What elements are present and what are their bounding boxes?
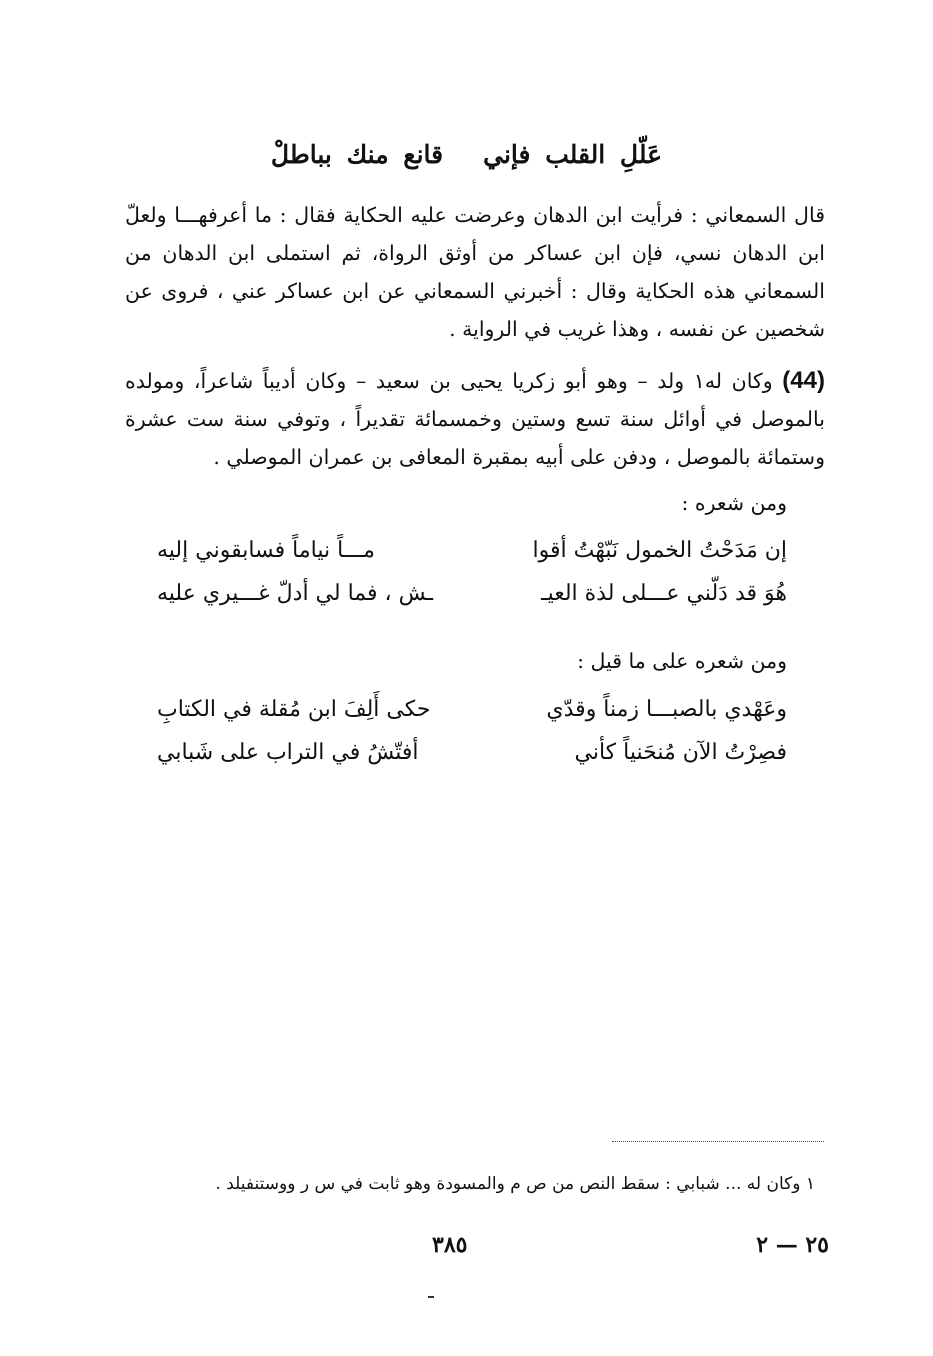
hemistich-second: مـــاً نياماً فسابقوني إليه (157, 538, 375, 563)
poem-2-line-2 (157, 740, 787, 765)
verse-heading (0, 140, 933, 169)
hemistich-first: إن مَدَحْتُ الخمول نَبّهْتُ أقوا (532, 538, 787, 563)
hemistich-second: حكى أَلِفَ ابن مُقلة في الكتابِ (157, 697, 431, 722)
verse-heading-hemistich-1: عَلّلِ القلب فإني (483, 140, 663, 169)
print-speck (428, 1296, 434, 1298)
hemistich-first: هُوَ قد دَلّني عـــلى لذة العيـ (541, 581, 787, 606)
poem-1-line-1 (157, 538, 787, 563)
entry-paragraph (125, 362, 825, 476)
hemistich-first: وعَهْدي بالصبـــا زمناً وقدّي (546, 697, 787, 722)
entry-text: وكان له١ ولد – وهو أبو زكريا يحيى بن سعيد – وكان أديباً شاعراً، ومولده بالموصل في أوائل سنة تسع وستين وخمسمائة تقديراً ، وتوفي سنة ست عشرة وستمائة بالموصل ، ودفن على أبيه بمقبرة المعافى بن عمران الموصلي . (125, 369, 825, 469)
verse-heading-hemistich-2: قانع منك بباطلْ (270, 140, 444, 169)
footnote: ١ وكان له ... شبابي : سقط النص من ص م والمسودة وهو ثابت في س ر ووستنفيلد . (215, 1174, 815, 1194)
entry-number: (44) (782, 367, 825, 394)
hemistich-second: ـش ، فما لي أدلّ غـــيري عليه (157, 581, 434, 606)
signature-mark: ٢٥ — ٢ (756, 1232, 829, 1258)
page-number: ٣٨٥ (432, 1232, 468, 1258)
footnote-divider (612, 1141, 824, 1142)
paragraph-samani: قال السمعاني : فرأيت ابن الدهان وعرضت عليه الحكاية فقال : ما أعرفهـــا ولعلّ ابن الدهان نسي، فإن ابن عساكر من أوثق الرواة، ثم استملى ابن الدهان من السمعاني هذه الحكاية وقال : أخبرني السمعاني عن ابن عساكر عني ، فروى عن شخصين عن نفسه ، وهذا غريب في الرواية . (125, 203, 825, 341)
hemistich-second: أفتّشُ في التراب على شَبابي (157, 740, 419, 765)
poem-1-intro: ومن شعره : (681, 491, 787, 515)
poem-2-line-1 (157, 697, 787, 722)
poem-2-intro: ومن شعره على ما قيل : (577, 649, 787, 673)
hemistich-first: فصِرْتُ الآن مُنحَنياً كأني (574, 740, 787, 765)
poem-1-line-2 (157, 581, 787, 606)
